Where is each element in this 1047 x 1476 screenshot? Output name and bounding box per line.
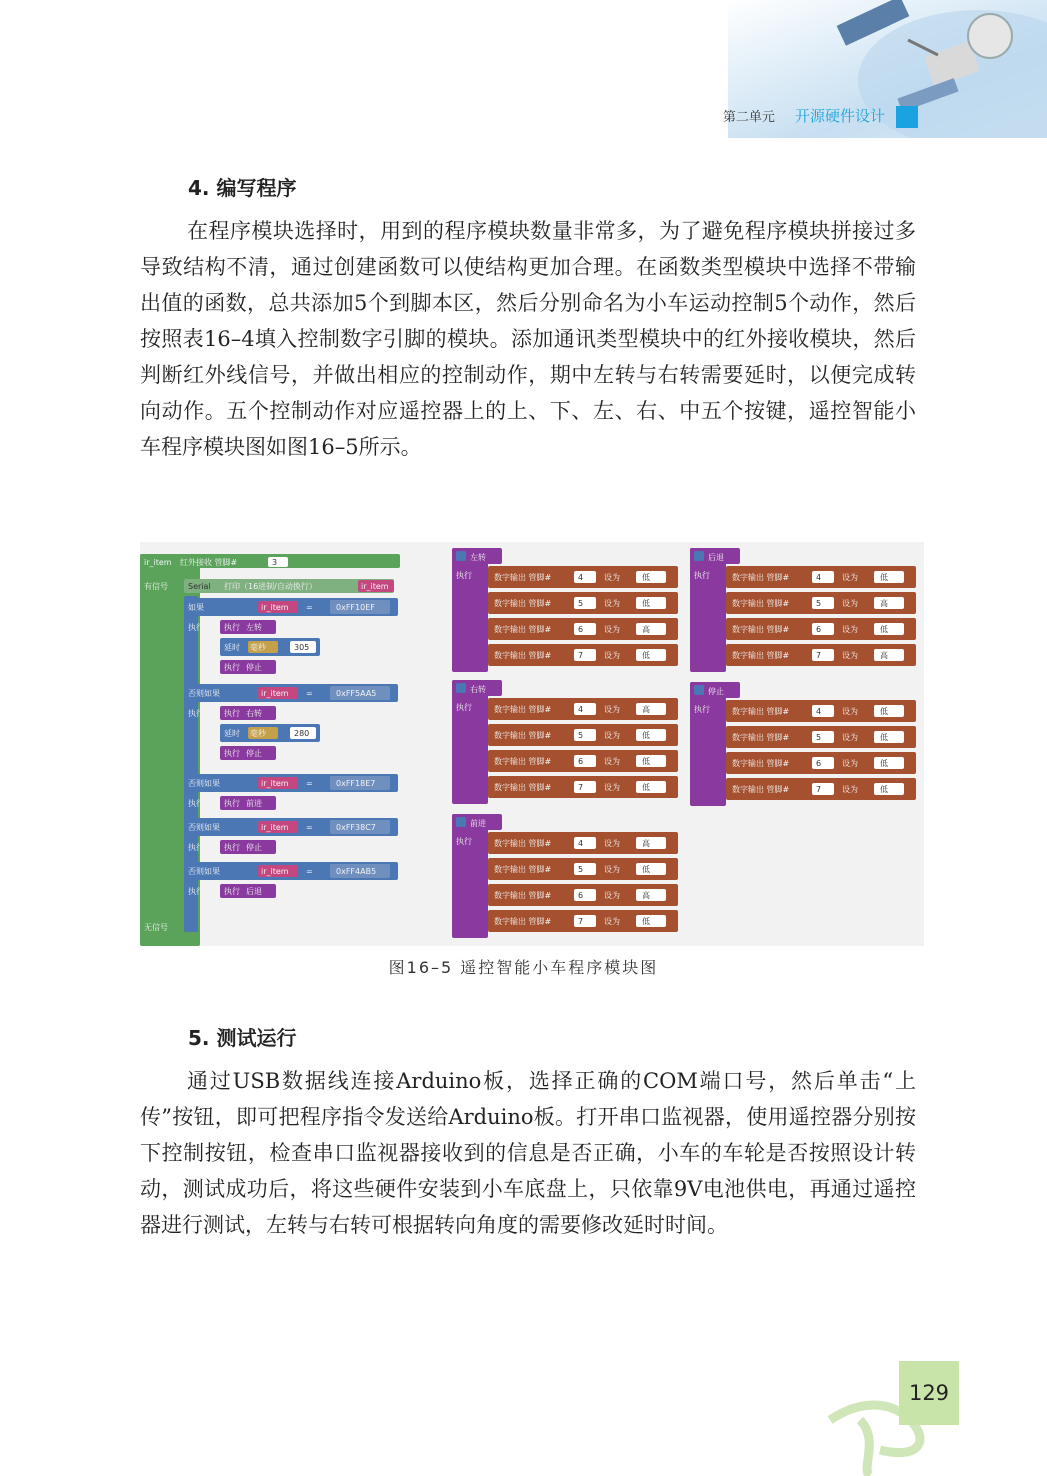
- branch-equals-4: =: [306, 867, 313, 876]
- fn-level-4-0: 高: [642, 839, 650, 848]
- ir-receive-label: 红外接收 管脚#: [180, 558, 238, 567]
- fn-row-label-3-0: 数字输出 管脚#: [732, 707, 790, 716]
- branch-var-label-4: ir_item: [261, 867, 289, 876]
- fn-level-box-2-3: [636, 781, 666, 793]
- program-block-figure: [140, 542, 924, 946]
- branch-code-0: 0xFF10EF: [336, 603, 375, 612]
- branch-delay-label-1: 延时: [224, 729, 240, 738]
- fn-pin-2-2: 6: [578, 757, 584, 766]
- branch-do-label-0: 执行: [188, 623, 204, 632]
- fn-do-label-0: 执行: [456, 571, 472, 580]
- fn-set-label-3-3: 设为: [842, 785, 858, 794]
- fn-level-1-1: 高: [880, 599, 888, 608]
- branch-do-label-4: 执行: [188, 887, 204, 896]
- branch-action-0: 左转: [246, 623, 262, 632]
- fn-name-4: 前进: [470, 819, 486, 828]
- figure-caption: 图16–5 遥控智能小车程序模块图: [388, 958, 659, 977]
- branch-var-label-0: ir_item: [261, 603, 289, 612]
- branch-do-label-3: 执行: [188, 843, 204, 852]
- fn-gear-3: [694, 685, 704, 695]
- branch-var-label-2: ir_item: [261, 779, 289, 788]
- fn-row-label-2-2: 数字输出 管脚#: [494, 757, 552, 766]
- branch-call-label-1: 执行: [224, 709, 240, 718]
- fn-level-0-0: 低: [642, 573, 650, 582]
- fn-block-1: [690, 548, 726, 672]
- branch-do-label-1: 执行: [188, 709, 204, 718]
- receive-pin-field: [268, 557, 288, 567]
- fn-pin-0-0: 4: [578, 573, 584, 582]
- branch-equals-1: =: [306, 689, 313, 698]
- fn-level-box-0-2: [636, 623, 666, 635]
- has-signal-label: 有信号: [144, 582, 168, 591]
- fn-set-label-1-0: 设为: [842, 573, 858, 582]
- fn-name-1: 后退: [708, 553, 724, 562]
- fn-gear-1: [694, 551, 704, 561]
- branch-code-1: 0xFF5AA5: [336, 689, 377, 698]
- fn-block-4: [452, 814, 488, 938]
- fn-do-label-4: 执行: [456, 837, 472, 846]
- fn-pin-1-1: 5: [816, 599, 822, 608]
- section-paragraph-test-run: 通过USB数据线连接Arduino板，选择正确的COM端口号，然后单击“上传”按钮，即可把程序指令发送给Arduino板。打开串口监视器，使用遥控器分别按下控制按钮，检查串口监视器接收到的信息是否正确，小车的车轮是否按照设计转动，测试成功后，将这些硬件安装到小车底盘上，只依靠9V电池供电，再通过遥控器进行测试，左转与右转可根据转向角度的需要修改延时时间。: [140, 1069, 916, 1237]
- fn-level-box-1-3: [874, 649, 904, 661]
- fn-name-0: 左转: [470, 553, 486, 562]
- fn-set-label-2-1: 设为: [604, 731, 620, 740]
- fn-set-label-4-1: 设为: [604, 865, 620, 874]
- branch-if-label-4: 否则如果: [188, 867, 220, 876]
- branch-call-label-0: 执行: [224, 623, 240, 632]
- fn-row-label-3-1: 数字输出 管脚#: [732, 733, 790, 742]
- fn-row-label-1-2: 数字输出 管脚#: [732, 625, 790, 634]
- fn-level-3-3: 低: [880, 785, 888, 794]
- branch-do-label-2: 执行: [188, 799, 204, 808]
- fn-row-label-4-3: 数字输出 管脚#: [494, 917, 552, 926]
- fn-level-4-2: 高: [642, 891, 650, 900]
- branch-after-action-0: 停止: [246, 663, 262, 672]
- fn-level-box-0-3: [636, 649, 666, 661]
- branch-if-label-1: 否则如果: [188, 689, 220, 698]
- fn-pin-4-3: 7: [578, 917, 584, 926]
- section-heading-test-run: 5. 测试运行: [188, 1026, 297, 1050]
- fn-do-label-2: 执行: [456, 703, 472, 712]
- if-chain-block: [184, 596, 198, 932]
- fn-level-box-4-3: [636, 915, 666, 927]
- fn-pin-2-0: 4: [578, 705, 584, 714]
- fn-set-label-4-3: 设为: [604, 917, 620, 926]
- print-var-label: ir_item: [361, 582, 389, 591]
- fn-name-3: 停止: [708, 687, 724, 696]
- running-header: [723, 105, 885, 126]
- unit-label: 第二单元: [722, 110, 775, 125]
- branch-ms-label-0: 毫秒: [250, 643, 266, 652]
- unit-topic: 开源硬件设计: [794, 107, 885, 125]
- fn-gear-0: [456, 551, 466, 561]
- fn-name-2: 右转: [470, 685, 486, 694]
- fn-level-2-2: 低: [642, 757, 650, 766]
- branch-after-action-1: 停止: [246, 749, 262, 758]
- fn-pin-3-0: 4: [816, 707, 822, 716]
- fn-pin-0-2: 6: [578, 625, 584, 634]
- branch-delay-value-1: 280: [294, 729, 310, 738]
- fn-set-label-4-0: 设为: [604, 839, 620, 848]
- section-paragraph-write-program: 在程序模块选择时，用到的程序模块数量非常多，为了避免程序模块拼接过多导致结构不清，通过创建函数可以使结构更加合理。在函数类型模块中选择不带输出值的函数，总共添加5个到脚本区，然后分别命名为小车运动控制5个动作，然后按照表16–4填入控制数字引脚的模块。添加通讯类型模块中的红外接收模块，然后判断红外线信号，并做出相应的控制动作，期中左转与右转需要延时，以便完成转向动作。五个控制动作对应遥控器上的上、下、左、右、中五个按键，遥控智能小车程序模块图如图16–5所示。: [140, 219, 916, 459]
- fn-set-label-2-0: 设为: [604, 705, 620, 714]
- fn-pin-1-2: 6: [816, 625, 822, 634]
- fn-level-box-1-1: [874, 597, 904, 609]
- fn-do-label-3: 执行: [694, 705, 710, 714]
- fn-pin-1-3: 7: [816, 651, 822, 660]
- fn-set-label-3-2: 设为: [842, 759, 858, 768]
- branch-if-label-3: 否则如果: [188, 823, 220, 832]
- branch-var-label-3: ir_item: [261, 823, 289, 832]
- fn-row-label-0-0: 数字输出 管脚#: [494, 573, 552, 582]
- fn-row-label-3-2: 数字输出 管脚#: [732, 759, 790, 768]
- branch-action-4: 后退: [246, 887, 262, 896]
- fn-level-box-3-3: [874, 783, 904, 795]
- fn-level-2-0: 高: [642, 705, 650, 714]
- fn-row-label-2-3: 数字输出 管脚#: [494, 783, 552, 792]
- branch-equals-0: =: [306, 603, 313, 612]
- fn-level-box-0-1: [636, 597, 666, 609]
- fn-level-3-1: 低: [880, 733, 888, 742]
- fn-set-label-0-0: 设为: [604, 573, 620, 582]
- fn-level-1-2: 低: [880, 625, 888, 634]
- serial-label: Serial: [188, 582, 211, 591]
- fn-level-0-2: 高: [642, 625, 650, 634]
- fn-row-label-2-1: 数字输出 管脚#: [494, 731, 552, 740]
- fn-level-box-3-0: [874, 705, 904, 717]
- fn-level-box-1-2: [874, 623, 904, 635]
- fn-set-label-1-2: 设为: [842, 625, 858, 634]
- branch-ms-label-1: 毫秒: [250, 729, 266, 738]
- branch-code-2: 0xFF18E7: [336, 779, 376, 788]
- fn-level-2-3: 低: [642, 783, 650, 792]
- branch-call-label-3: 执行: [224, 843, 240, 852]
- fn-level-box-2-2: [636, 755, 666, 767]
- fn-set-label-0-3: 设为: [604, 651, 620, 660]
- fn-pin-3-1: 5: [816, 733, 822, 742]
- fn-row-label-3-3: 数字输出 管脚#: [732, 785, 790, 794]
- receive-pin-value: 3: [272, 558, 278, 567]
- fn-set-label-3-1: 设为: [842, 733, 858, 742]
- fn-row-label-0-2: 数字输出 管脚#: [494, 625, 552, 634]
- fn-level-3-0: 低: [880, 707, 888, 716]
- fn-level-0-3: 低: [642, 651, 650, 660]
- fn-pin-3-3: 7: [816, 785, 822, 794]
- fn-row-label-4-2: 数字输出 管脚#: [494, 891, 552, 900]
- fn-pin-0-3: 7: [578, 651, 584, 660]
- branch-var-label-1: ir_item: [261, 689, 289, 698]
- fn-pin-4-0: 4: [578, 839, 584, 848]
- fn-level-box-4-2: [636, 889, 666, 901]
- fn-set-label-0-1: 设为: [604, 599, 620, 608]
- fn-pin-2-3: 7: [578, 783, 584, 792]
- fn-row-label-0-3: 数字输出 管脚#: [494, 651, 552, 660]
- fn-row-label-1-3: 数字输出 管脚#: [732, 651, 790, 660]
- fn-block-3: [690, 682, 726, 806]
- branch-call-label-2: 执行: [224, 799, 240, 808]
- fn-level-box-4-0: [636, 837, 666, 849]
- branch-after-label-0: 执行: [224, 663, 240, 672]
- fn-pin-0-1: 5: [578, 599, 584, 608]
- fn-level-box-3-2: [874, 757, 904, 769]
- ir-var-label: ir_item: [144, 558, 172, 567]
- branch-equals-3: =: [306, 823, 313, 832]
- fn-level-box-1-0: [874, 571, 904, 583]
- branch-delay-label-0: 延时: [224, 643, 240, 652]
- fn-set-label-4-2: 设为: [604, 891, 620, 900]
- branch-action-3: 停止: [246, 843, 262, 852]
- fn-set-label-3-0: 设为: [842, 707, 858, 716]
- branch-if-label-2: 否则如果: [188, 779, 220, 788]
- branch-equals-2: =: [306, 779, 313, 788]
- fn-set-label-2-2: 设为: [604, 757, 620, 766]
- fn-pin-4-2: 6: [578, 891, 584, 900]
- branch-after-label-1: 执行: [224, 749, 240, 758]
- fn-level-box-0-0: [636, 571, 666, 583]
- fn-set-label-1-3: 设为: [842, 651, 858, 660]
- fn-do-label-1: 执行: [694, 571, 710, 580]
- branch-if-label-0: 如果: [188, 603, 204, 612]
- fn-level-box-3-1: [874, 731, 904, 743]
- header-square-marker: [896, 106, 918, 128]
- branch-code-4: 0xFF4AB5: [336, 867, 377, 876]
- fn-pin-3-2: 6: [816, 759, 822, 768]
- print-label: 打印（16进制/自动换行）: [224, 582, 317, 591]
- fn-level-4-3: 低: [642, 917, 650, 926]
- page-number: 129: [908, 1381, 950, 1405]
- fn-level-2-1: 低: [642, 731, 650, 740]
- fn-level-0-1: 低: [642, 599, 650, 608]
- branch-call-label-4: 执行: [224, 887, 240, 896]
- fn-pin-2-1: 5: [578, 731, 584, 740]
- fn-level-box-4-1: [636, 863, 666, 875]
- no-signal-label: 无信号: [144, 923, 168, 932]
- block-diagram: [140, 542, 924, 946]
- branch-code-3: 0xFF38C7: [336, 823, 376, 832]
- fn-row-label-4-0: 数字输出 管脚#: [494, 839, 552, 848]
- branch-action-1: 右转: [246, 709, 262, 718]
- fn-level-1-0: 低: [880, 573, 888, 582]
- fn-level-box-2-1: [636, 729, 666, 741]
- fn-row-label-4-1: 数字输出 管脚#: [494, 865, 552, 874]
- fn-block-0: [452, 548, 488, 672]
- fn-set-label-0-2: 设为: [604, 625, 620, 634]
- fn-block-2: [452, 680, 488, 804]
- fn-row-label-0-1: 数字输出 管脚#: [494, 599, 552, 608]
- fn-level-1-3: 高: [880, 651, 888, 660]
- fn-gear-2: [456, 683, 466, 693]
- fn-pin-4-1: 5: [578, 865, 584, 874]
- fn-level-box-2-0: [636, 703, 666, 715]
- fn-level-4-1: 低: [642, 865, 650, 874]
- fn-row-label-1-1: 数字输出 管脚#: [732, 599, 790, 608]
- branch-action-2: 前进: [246, 799, 262, 808]
- fn-level-3-2: 低: [880, 759, 888, 768]
- branch-delay-value-0: 305: [294, 643, 310, 652]
- fn-set-label-2-3: 设为: [604, 783, 620, 792]
- fn-gear-4: [456, 817, 466, 827]
- fn-set-label-1-1: 设为: [842, 599, 858, 608]
- fn-row-label-2-0: 数字输出 管脚#: [494, 705, 552, 714]
- section-heading-write-program: 4. 编写程序: [188, 176, 297, 200]
- fn-row-label-1-0: 数字输出 管脚#: [732, 573, 790, 582]
- fn-pin-1-0: 4: [816, 573, 822, 582]
